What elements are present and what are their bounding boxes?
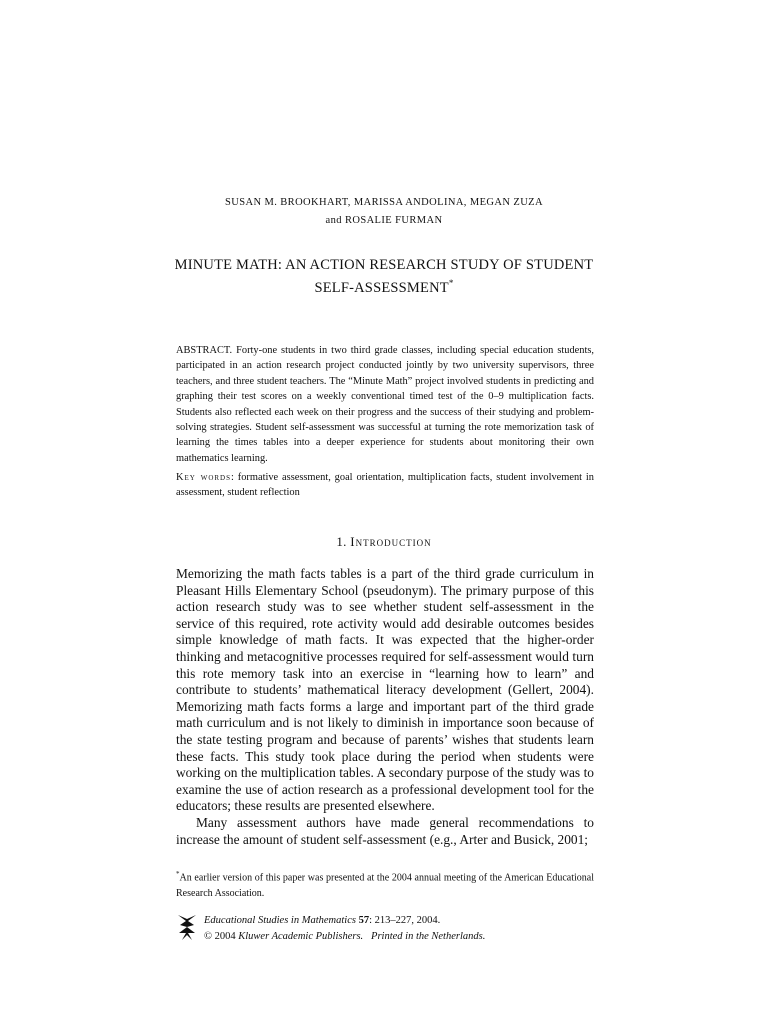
body-text: [176, 566, 594, 848]
journal-volume: 57: [358, 915, 370, 926]
paper-title: [0, 256, 768, 297]
section-heading: [0, 534, 768, 550]
publisher-name: Kluwer Academic Publishers.: [238, 930, 364, 942]
footnote-text: An earlier version of this paper was presented at the 2004 annual meeting of the American Educational Research Association.: [176, 872, 594, 899]
abstract: ABSTRACT. Forty-one students in two third grade classes, including special education students, participated in an action research project conducted jointly by two university supervisors, three teachers, and three student teachers. The “Minute Math” project involved students in predicting and graphing their test scores on a weekly conventional timed test of the 0–9 multiplication facts. Students also reflected each week on their progress and the success of their studying and problem-solving strategies. Student self-assessment was successful at turning the rote memorization task of learning the times tables into a deeper experience for students about monitoring their own mathematics learning.: [176, 345, 594, 464]
title-line-2-text: SELF-ASSESSMENT: [314, 279, 449, 296]
authors-line-2: [0, 212, 768, 230]
printed-in: Printed in the Netherlands.: [371, 930, 486, 942]
publisher-logo-icon: [176, 913, 198, 941]
journal-citation: [204, 913, 485, 929]
keywords-text: : formative assessment, goal orientation, multiplication facts, student involvement in assessment, student reflection: [176, 472, 594, 499]
journal-pages: : 213–227, 2004.: [369, 915, 441, 926]
title-line-2: [0, 274, 768, 297]
title-footnote-marker: *: [448, 278, 454, 288]
publisher-lines: [204, 913, 485, 944]
keywords-label: Key words: [176, 472, 231, 483]
copyright-year: © 2004: [204, 930, 236, 942]
body-paragraph-1: Memorizing the math facts tables is a part of the third grade curriculum in Pleasant Hills Elementary School (pseudonym). The primary purpose of this action research study was to see whether student self-assessment in the service of this required, rote activity would add desirable outcomes besides simple knowledge of math facts. It was expected that the higher-order thinking and metacognitive processes required for self-assessment would turn this rote memory task into an exercise in “learning how to learn” and contribute to students’ mathematical literacy development (Gellert, 2004). Memorizing math facts forms a large and important part of the third grade math curriculum and is not likely to diminish in importance soon because of the state testing program and because of parents’ wishes that students learn these facts. This study took place during the period when students were working on the multiplication tables. A secondary purpose of the study was to examine the use of action research as a professional development tool for the educators; these results are presented elsewhere.: [176, 566, 594, 814]
body-paragraph-2: Many assessment authors have made general recommendations to increase the amount of student self-assessment (e.g., Arter and Busick, 2001;: [176, 814, 594, 847]
copyright-line: [204, 929, 485, 945]
footnote-marker: *: [176, 870, 180, 878]
author-list: [0, 194, 768, 230]
footnote: [176, 867, 594, 901]
title-line-1: MINUTE MATH: AN ACTION RESEARCH STUDY OF STUDENT: [174, 257, 594, 273]
section-number: 1.: [336, 534, 347, 549]
author-last: ROSALIE FURMAN: [344, 215, 443, 226]
publisher-info: [176, 913, 594, 947]
journal-name: Educational Studies in Mathematics: [204, 915, 356, 926]
authors-and: and: [325, 215, 342, 226]
keywords: [176, 470, 594, 501]
authors-line-1: SUSAN M. BROOKHART, MARISSA ANDOLINA, MEGAN ZUZA: [225, 197, 543, 208]
section-title: Introduction: [350, 534, 432, 549]
